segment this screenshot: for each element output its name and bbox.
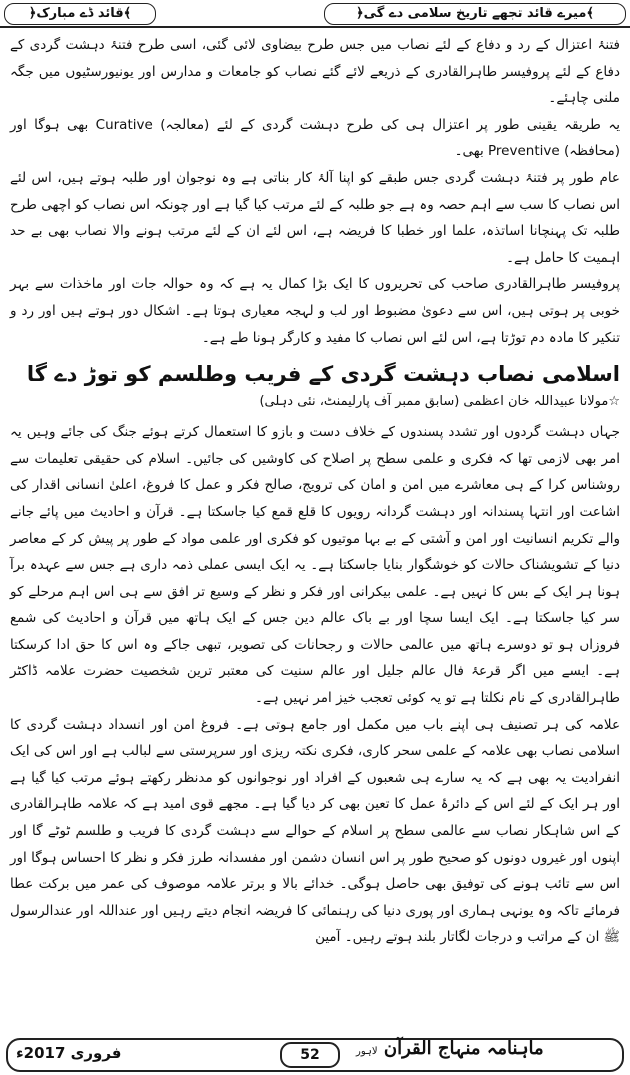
issue-date: فروری 2017ء [16, 1044, 122, 1062]
article-paragraph: جہاں دہشت گردوں اور تشدد پسندوں کے خلاف دست و بازو کا استعمال کرتے ہوئے جنگ کی جائے وہیں یہ امر بھی لازمی تھا کہ فکری و علمی سطح پر اصلاح کی کاوشیں کی جائیں۔ اسلام کی حقیقی تعلیمات سے روشناس کرا کے ہی معاشرے میں امن و امان کی ترویج، صالح فکر و عمل کا فروغ، اعلیٰ انسانی اقدار کی اشاعت اور انتہا پسندانہ اور دہشت گردانہ رویوں کا قلع قمع کیا جاسکتا ہے۔ قرآن و احادیث میں پائے جانے والے تکریم انسانیت اور امن و آشتی کے بے بہا موتیوں کو فکری اور علمی مواد کے طور پر پیش کر کے معاصر دنیا کے تشویشناک حالات کو خوشگوار بنایا جاسکتا ہے۔ یہ ایک ایسی عملی ذمہ داری ہے جس سے عہدہ برآ ہونا ہر ایک کے بس کا نہیں ہے۔ علمی بیکرانی اور فکر و نظر کے وسیع تر افق سے ہی اس اہم مرحلے کو سر کیا جاسکتا ہے۔ ایک ایسا سچا اور بے باک عالم دین جس کے ایک ہاتھ میں قرآن و احادیث کی شمع فروزاں ہو تو دوسرے ہاتھ میں عالمی حالات و رجحانات کی تصویر، تبھی جاکے وہ اس کا حق ادا کرسکتا ہے۔ ایسے میں اگر قرعۂ فال عالم جلیل اور عالم سنیت کی معتبر ترین شخصیت حضرت علامہ ڈاکٹر طاہرالقادری کے نام نکلتا ہے تو یہ کوئی تعجب خیز امر نہیں ہے۔ [10, 424, 620, 707]
magazine-city: لاہور [356, 1046, 378, 1057]
paragraph: عام طور پر فتنۂ دہشت گردی جس طبقے کو اپنا آلۂ کار بناتی ہے وہ نوجوان اور طلبہ ہوتے ہیں، اس لئے اس نصاب کا سب سے اہم حصہ وہ ہے جو طلبہ کے لئے مرتب کیا گیا ہے اور چونکہ اس نصاب کو اچھی طرح طلبہ تک پہنچانا اساتذہ، علما اور خطبا کا فریضہ ہے، اس لئے ان کے لئے مرتب ہونے والا نصاب بھی بے حد اہمیت کا حامل ہے۔ [10, 169, 620, 266]
paragraph: پروفیسر طاہرالقادری صاحب کی تحریروں کا ایک بڑا کمال یہ ہے کہ وہ حوالہ جات اور ماخذات سے بہر خوبی پر ہوتی ہیں، اس سے دعویٰ مضبوط اور لب و لہجہ معیاری ہوتا ہے۔ اشکال دور ہوتے ہیں اور رد و تنکیر کا مادہ دم توڑتا ہے، اس لئے اس نصاب کا مفید و کارگر ہونا طے ہے۔ [10, 276, 620, 346]
magazine-name: ماہنامہ منہاج القرآن [383, 1038, 544, 1059]
article-heading: اسلامی نصاب دہشت گردی کے فریب وطلسم کو توڑ دے گا [26, 362, 620, 387]
page-header [0, 0, 630, 28]
page-number: 52 [280, 1042, 340, 1068]
paragraph: فتنۂ اعتزال کے رد و دفاع کے لئے نصاب میں جس طرح بیضاوی لائی گئی، اسی طرح فتنۂ دہشت گردی کے دفاع کے لئے پروفیسر طاہرالقادری کے ذریعے لائے گئے نصاب کو جامعات و مدارس اور یونیورسٹیوں میں جگہ ملنی چاہئے۔ [10, 37, 620, 107]
magazine-title [356, 1038, 544, 1059]
page-footer [0, 1032, 630, 1075]
running-title: ﴾میرے قائد تجھے تاریخ سلامی دے گی﴿ [324, 3, 626, 25]
section-title: ﴾قائد ڈے مبارک﴿ [4, 3, 156, 25]
article-byline: ☆مولانا عبیداللہ خان اعظمی (سابق ممبر آف پارلیمنٹ، نئی دہلی) [259, 394, 620, 410]
page-content [10, 32, 620, 951]
paragraph: یہ طریقہ یقینی طور پر اعتزال ہی کی طرح دہشت گردی کے لئے (معالجہ) Curative بھی ہوگا اور (محافظہ) Preventive بھی۔ [10, 116, 620, 160]
article-paragraph: علامہ کی ہر تصنیف ہی اپنے باب میں مکمل اور جامع ہوتی ہے۔ فروغ امن اور انسداد دہشت گردی کا اسلامی نصاب بھی علامہ کے علمی سحر کاری، فکری نکتہ ریزی اور سرپرستی سے لبالب ہے اور اس کی ایک انفرادیت یہ بھی ہے کہ یہ سارے ہی شعبوں کے افراد اور نوجوانوں کو مدنظر رکھتے ہوئے مرتب کیا گیا ہے اور ہر ایک کے لئے اس کے دائرۂ عمل کا تعین بھی کر دیا گیا ہے۔ مجھے قوی امید ہے کہ علامہ طاہرالقادری کے اس شاہکار نصاب سے عالمی سطح پر اسلام کے حوالے سے دہشت گردی کا فریب و طلسم ٹوٹے گا اور اپنوں اور غیروں دونوں کو صحیح طور پر اس انسان دشمن اور مفسدانہ طرز فکر و نظر کا احساس ہوگا اور اس سے تائب ہونے کی توفیق بھی حاصل ہوگی۔ خدائے بالا و برتر علامہ موصوف کی عمر میں برکت عطا فرمائے تاکہ وہ یونہی ہماری اور پوری دنیا کی رہنمائی کا فریضہ انجام دیتے رہیں اور عنداللہ اور عندالرسول ﷺ ان کے مراتب و درجات لگاتار بلند ہوتے رہیں۔ آمین [10, 716, 620, 946]
